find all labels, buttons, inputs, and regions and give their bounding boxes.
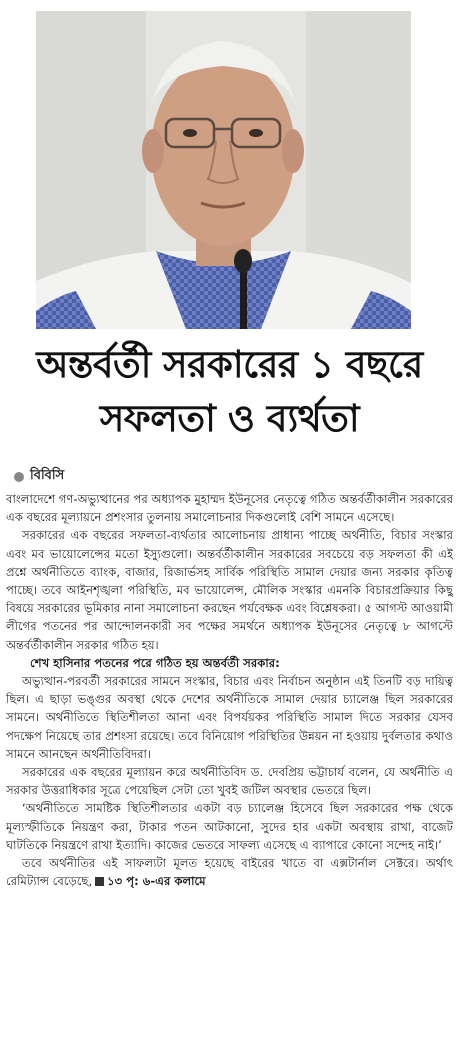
article-paragraph-6-text: তবে অর্থনীতির এই সাফল্যটা মূলত হয়েছে বাইরের খাতে বা এক্সটার্নাল সেক্টরে। অর্থাৎ রেমিট্যান্স বেড়েছে, (6, 856, 453, 889)
article-paragraph-6 (6, 854, 453, 890)
headline (0, 338, 459, 446)
byline-source: বিবিসি (30, 468, 65, 483)
bullet-dot-icon (14, 472, 24, 482)
news-photo (36, 11, 411, 329)
article-paragraph-3: অভ্যুত্থান-পরবর্তী সরকারের সামনে সংস্কার, বিচার এবং নির্বাচন অনুষ্ঠান এই তিনটি বড় দায়িত্ব ছিল। এ ছাড়া ভঙ্গুর অবস্থা থেকে দেশের অর্থনীতিকে সামাল দেয়ার চ্যালেঞ্জ ছিল সরকারের সামনে। অর্থনীতিতে স্থিতিশীলতা আনা এবং বিপর্যয়কর পরিস্থিতি সামাল দিতে সরকার যেসব পদক্ষেপ নিয়েছে তার প্রশংসা রয়েছে। তবে বিনিয়োগ পরিস্থিতির উন্নয়ন না হওয়ায় দুর্বলতার কথাও সামনে আনছেন অর্থনীতিবিদরা। (6, 674, 453, 761)
portrait-illustration (36, 11, 411, 329)
byline (14, 466, 64, 487)
square-bullet-icon (95, 877, 104, 886)
article-body (6, 490, 453, 890)
headline-line-1: অন্তর্বর্তী সরকারের ১ বছরে (36, 343, 423, 386)
article-quote: ‘অর্থনীতিতে সামষ্টিক স্থিতিশীলতার একটা বড় চ্যালেঞ্জ হিসেবে ছিল সরকারের পক্ষ থেকে মূল্যস্ফীতিকে নিয়ন্ত্রণ করা, টাকার পতন আটকানো, সুদের হার একটা অবস্থায় রাখা, বাজেট ঘাটতিকে নিয়ন্ত্রণে রাখা ইত্যাদি। কাজের ভেতরে সাফল্য এসেছে এ ব্যাপারে কোনো সন্দেহ নাই।’ (6, 801, 453, 852)
article-paragraph-1: বাংলাদেশে গণ-অভ্যুত্থানের পর অধ্যাপক মুহাম্মদ ইউনূসের নেতৃত্বে গঠিত অন্তর্বর্তীকালীন সরকারের এক বছরের মূল্যায়নে প্রশংসার তুলনায় সমালোচনার দিকগুলোই বেশি সামনে এসেছে। (6, 492, 453, 525)
continued-reference[interactable]: ১৩ পৃ: ৬-এর কলামে (107, 874, 206, 889)
article-paragraph-4: সরকারের এক বছরের মূল্যায়ন করে অর্থনীতিবিদ ড. দেবপ্রিয় ভট্টাচার্য বলেন, যে অর্থনীতি এ সরকার উত্তরাধিকার সূত্রে পেয়েছিল সেটা তো খুবই জটিল অবস্থার ভেতরে ছিল। (6, 765, 453, 798)
article-subheading: শেখ হাসিনার পতনের পরে গঠিত হয় অন্তর্বর্তী সরকার: (30, 655, 280, 670)
headline-line-2: সফলতা ও ব্যর্থতা (99, 397, 360, 440)
article-paragraph-2: সরকারের এক বছরের সফলতা-ব্যর্থতার আলোচনায় প্রাধান্য পাচ্ছে অর্থনীতি, বিচার সংস্কার এবং মব ভায়োলেন্সের মতো ইস্যুগুলো। অন্তর্বর্তীকালীন সরকারের সবচেয়ে বড় সফলতা কী এই প্রশ্নে অর্থনীতিতে ব্যাংক, বাজার, রিজার্ভসহ সার্বিক পরিস্থিতি সামাল দেয়ার জন্য সরকার কৃতিত্ব পাচ্ছে। তবে আইনশৃঙ্খলা পরিস্থিতি, মব ভায়োলেন্স, মৌলিক সংস্কার এমনকি বিচারপ্রক্রিয়ার কিছু বিষয়ে সরকারের ভূমিকার নানা সমালোচনা করছেন পর্যবেক্ষক এবং বিশ্লেষকরা। ৫ আগস্ট আওয়ামী লীগের পতনের পর আন্দোলনকারী সব পক্ষের সমর্থনে অধ্যাপক ইউনূসের নেতৃত্বে ৮ আগস্টে অন্তর্বর্তীকালীন সরকার গঠিত হয়। (6, 528, 453, 652)
